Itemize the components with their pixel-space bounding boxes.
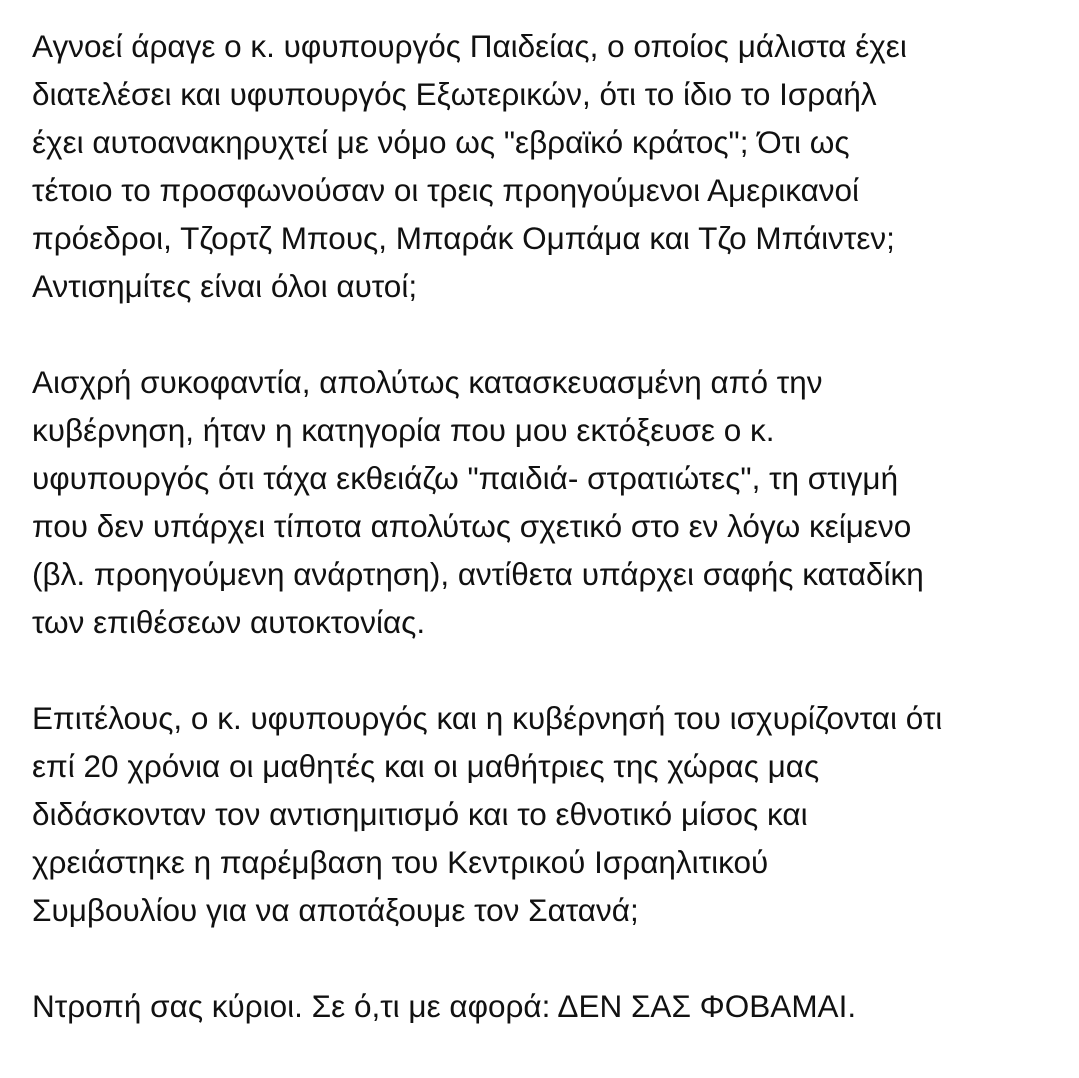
text-line: κυβέρνηση, ήταν η κατηγορία που μου εκτόξευσε ο κ. xyxy=(32,412,775,448)
text-line: Αισχρή συκοφαντία, απολύτως κατασκευασμένη από την xyxy=(32,364,823,400)
text-line: Επιτέλους, ο κ. υφυπουργός και η κυβέρνησή του ισχυρίζονται ότι xyxy=(32,700,943,736)
text-line: έχει αυτοανακηρυχτεί με νόμο ως "εβραϊκό κράτος"; Ότι ως xyxy=(32,124,850,160)
text-line: Συμβουλίου για να αποτάξουμε τον Σατανά; xyxy=(32,892,639,928)
text-line: τέτοιο το προσφωνούσαν οι τρεις προηγούμενοι Αμερικανοί xyxy=(32,172,860,208)
paragraph-1 xyxy=(32,22,1072,310)
text-line: που δεν υπάρχει τίποτα απολύτως σχετικό στο εν λόγω κείμενο xyxy=(32,508,912,544)
paragraph-3 xyxy=(32,694,1072,934)
text-line: υφυπουργός ότι τάχα εκθειάζω "παιδιά- στρατιώτες", τη στιγμή xyxy=(32,460,899,496)
text-line: Αντισημίτες είναι όλοι αυτοί; xyxy=(32,268,418,304)
text-line: πρόεδροι, Τζορτζ Μπους, Μπαράκ Ομπάμα και Τζο Μπάιντεν; xyxy=(32,220,895,256)
text-line: Ντροπή σας κύριοι. Σε ό,τι με αφορά: ΔΕΝ ΣΑΣ ΦΟΒΑΜΑΙ. xyxy=(32,988,857,1024)
text-line: των επιθέσεων αυτοκτονίας. xyxy=(32,604,426,640)
text-line: διατελέσει και υφυπουργός Εξωτερικών, ότι το ίδιο το Ισραήλ xyxy=(32,76,877,112)
paragraph-4 xyxy=(32,982,1072,1030)
text-line: χρειάστηκε η παρέμβαση του Κεντρικού Ισραηλιτικού xyxy=(32,844,769,880)
post-text xyxy=(32,22,1072,1078)
text-line: Αγνοεί άραγε ο κ. υφυπουργός Παιδείας, ο οποίος μάλιστα έχει xyxy=(32,28,907,64)
text-line: διδάσκονταν τον αντισημιτισμό και το εθνοτικό μίσος και xyxy=(32,796,808,832)
paragraph-2 xyxy=(32,358,1072,646)
text-line: επί 20 χρόνια οι μαθητές και οι μαθήτριες της χώρας μας xyxy=(32,748,820,784)
text-line: (βλ. προηγούμενη ανάρτηση), αντίθετα υπάρχει σαφής καταδίκη xyxy=(32,556,924,592)
